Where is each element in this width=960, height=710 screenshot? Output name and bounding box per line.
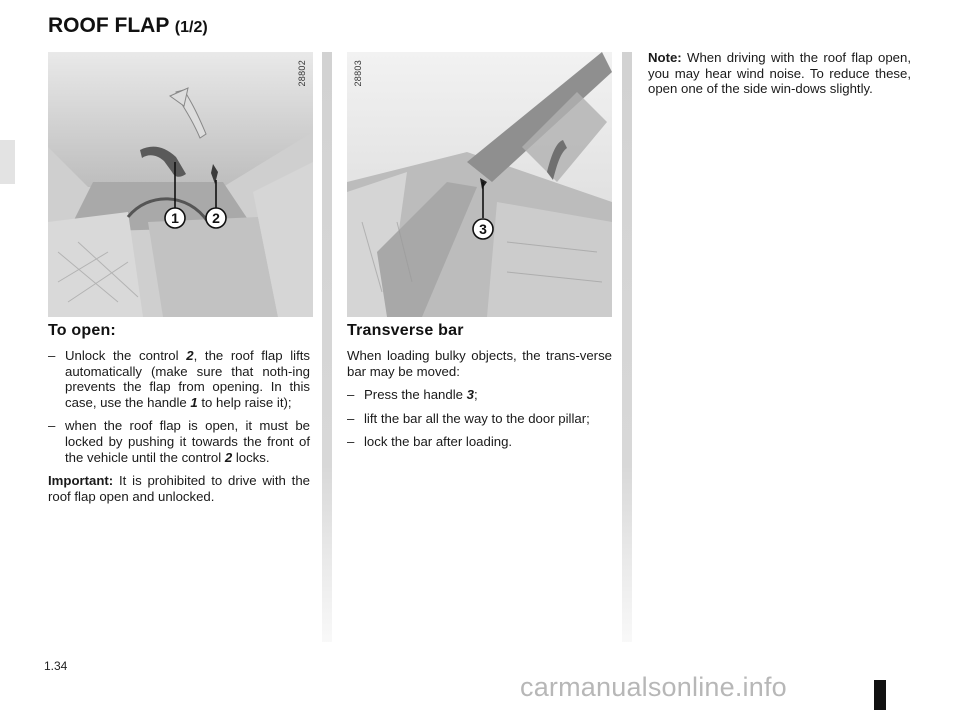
step-text: lock the bar after loading.: [364, 434, 513, 450]
list-dash: –: [347, 387, 355, 403]
transverse-bar-intro: When loading bulky objects, the trans-verse bar may be moved:: [347, 348, 612, 379]
list-dash: –: [48, 418, 56, 434]
step-text: ;: [473, 387, 478, 403]
open-instructions: [48, 348, 310, 512]
list-dash: –: [347, 410, 355, 426]
step-text: locks.: [232, 449, 270, 465]
column-divider-right: [622, 52, 632, 642]
chapter-side-tab: [0, 140, 15, 184]
step-text: Press the handle: [364, 387, 467, 403]
important-text: It is prohibited to drive with the roof flap open and unlocked.: [48, 473, 310, 504]
figure-roof-flap-controls: [48, 52, 313, 317]
wind-noise-note: [648, 50, 911, 105]
page-title: [48, 14, 208, 38]
transverse-bar-heading: Transverse bar: [347, 322, 464, 339]
page-title-main: ROOF FLAP: [48, 14, 169, 37]
step-text: to help raise it);: [197, 394, 292, 410]
list-dash: –: [48, 348, 56, 363]
handle-ref: 1: [190, 394, 198, 410]
handle-ref: 3: [466, 387, 474, 403]
callout-1: 1: [171, 210, 179, 226]
bar-step-2: [347, 411, 612, 427]
watermark: carmanualsonline.info: [520, 672, 787, 702]
callout-2: 2: [212, 210, 220, 226]
figure-code-left: 28802: [297, 60, 307, 87]
page-corner-mark: [874, 680, 886, 710]
step-text: Unlock the control: [65, 348, 187, 363]
figure-transverse-bar: [347, 52, 612, 317]
list-dash: –: [347, 434, 355, 450]
important-label: Important:: [48, 473, 114, 489]
note-text: When driving with the roof flap open, you may hear wind noise. To reduce these, open one of the side win-dows slightly.: [648, 50, 911, 97]
control-ref: 2: [224, 449, 233, 465]
step-text: lift the bar all the way to the door pillar;: [364, 410, 590, 426]
column-divider-left: [322, 52, 332, 642]
open-step-2: [48, 418, 310, 465]
bar-step-3: [347, 434, 612, 450]
open-heading: To open:: [48, 322, 116, 339]
note-label: Note:: [648, 50, 682, 65]
step-text: , the roof flap lifts automatically (make sure that noth-ing prevents the flap from opening. In this case, use the handle: [65, 348, 311, 410]
figure-code-middle: 28803: [353, 60, 363, 87]
important-note: [48, 473, 310, 504]
open-step-1: [48, 348, 310, 410]
bar-step-1: [347, 387, 612, 403]
page-number: 1.34: [44, 659, 68, 673]
page-title-suffix: (1/2): [174, 19, 208, 36]
control-ref: 2: [186, 348, 194, 363]
transverse-bar-instructions: [347, 348, 612, 458]
callout-3: 3: [479, 221, 487, 237]
step-text: when the roof flap is open, it must be locked by pushing it towards the front of the vehicle until the control: [65, 418, 310, 465]
transverse-bar-illustration: [347, 52, 612, 317]
roof-flap-illustration: [48, 52, 313, 317]
